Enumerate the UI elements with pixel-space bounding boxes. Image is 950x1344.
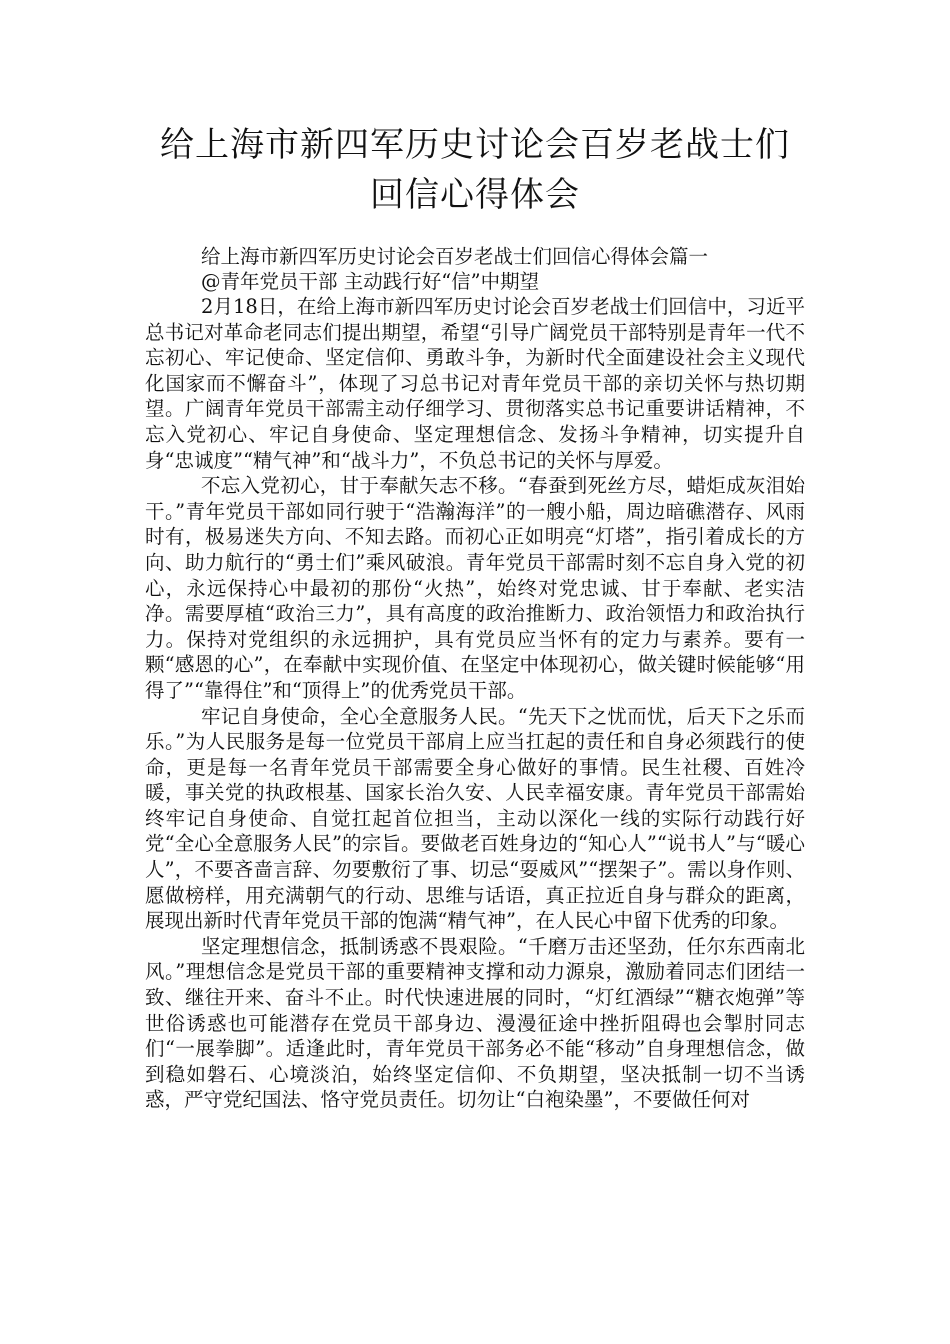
document-title: [145, 120, 805, 220]
section-subheading: @青年党员干部 主动践行好“信”中期望: [201, 270, 540, 293]
document-title-line-2: 回信心得体会: [370, 175, 580, 215]
body-paragraph: 不忘入党初心，甘于奉献矢志不移。“春蚕到死丝方尽，蜡炬成灰泪始干。”青年党员干部如同行驶于“浩瀚海洋”的一艘小船，周边暗礁潜存、风雨时有，极易迷失方向、不知去路。而初心正如明亮“灯塔”，指引着成长的方向、助力航行的“勇士们”乘风破浪。青年党员干部需时刻不忘自身入党的初心，永远保持心中最初的那份“火热”，始终对党忠诚、甘于奉献、老实洁净。需要厚植“政治三力”，具有高度的政治推断力、政治领悟力和政治执行力。保持对党组织的永远拥护，具有党员应当怀有的定力与素养。要有一颗“感恩的心”，在奉献中实现价值、在坚定中体现初心，做关键时候能够“用得了”“靠得住”和“顶得上”的优秀党员干部。: [145, 474, 805, 702]
body-paragraph: 牢记自身使命，全心全意服务人民。“先天下之忧而忧，后天下之乐而乐。”为人民服务是每一位党员干部肩上应当扛起的责任和自身必须践行的使命，更是每一名青年党员干部需要全身心做好的事情。民生社稷、百姓冷暖，事关党的执政根基、国家长治久安、人民幸福安康。青年党员干部需始终牢记自身使命、自觉扛起首位担当，主动以深化一线的实际行动践行好党“全心全意服务人民”的宗旨。要做老百姓身边的“知心人”“说书人”与“暖心人”，不要吝啬言辞、勿要敷衍了事、切忌“耍威风”“摆架子”。需以身作则、愿做榜样，用充满朝气的行动、思维与话语，真正拉近自身与群众的距离，展现出新时代青年党员干部的饱满“精气神”，在人民心中留下优秀的印象。: [145, 704, 805, 933]
document-page: [145, 120, 805, 1113]
body-paragraph: 2月18日，在给上海市新四军历史讨论会百岁老战士们回信中，习近平总书记对革命老同志们提出期望，希望“引导广阔党员干部特别是青年一代不忘初心、牢记使命、坚定信仰、勇敢斗争，为新时代全面建设社会主义现代化国家而不懈奋斗”，体现了习总书记对青年党员干部的亲切关怀与热切期望。广阔青年党员干部需主动仔细学习、贯彻落实总书记重要讲话精神，不忘入党初心、牢记自身使命、坚定理想信念、发扬斗争精神，切实提升自身“忠诚度”“精气神”和“战斗力”，不负总书记的关怀与厚爱。: [145, 295, 805, 472]
section-heading: 给上海市新四军历史讨论会百岁老战士们回信心得体会篇一: [201, 245, 709, 268]
body-paragraph: 坚定理想信念，抵制诱惑不畏艰险。“千磨万击还坚劲，任尔东西南北风。”理想信念是党员干部的重要精神支撑和动力源泉，激励着同志们团结一致、继往开来、奋斗不止。时代快速进展的同时，“灯红酒绿”“糖衣炮弹”等世俗诱惑也可能潜存在党员干部身边、漫漫征途中挫折阻碍也会掣肘同志们“一展拳脚”。适逢此时，青年党员干部务必不能“移动”自身理想信念，做到稳如磐石、心境淡泊，始终坚定信仰、不负期望，坚决抵制一切不当诱惑，严守党纪国法、恪守党员责任。切勿让“白袍染墨”，不要做任何对: [145, 934, 805, 1112]
document-title-line-1: 给上海市新四军历史讨论会百岁老战士们: [160, 125, 790, 165]
